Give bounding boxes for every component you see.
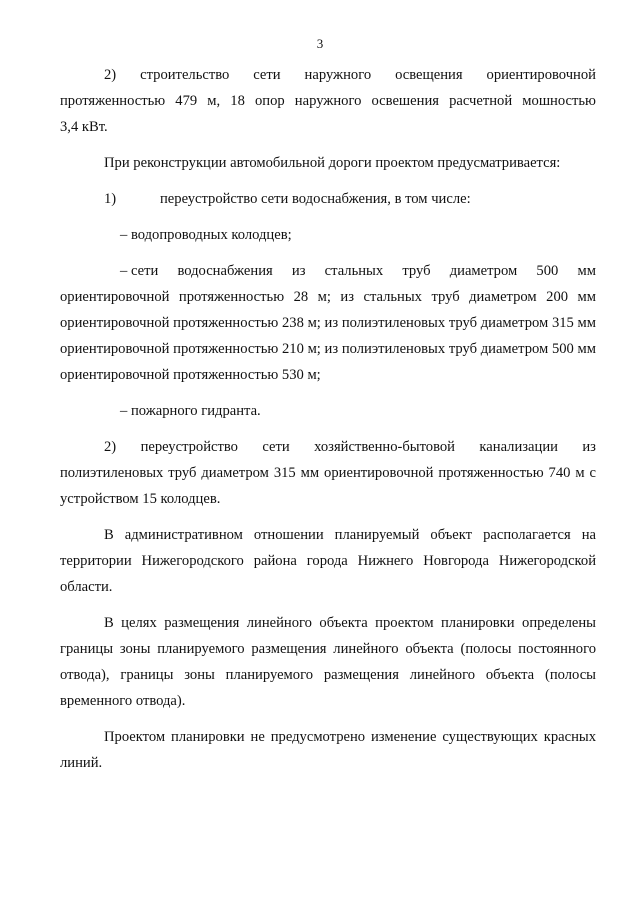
sewer-item-rest: полиэтиленовых труб диаметром 315 мм ориентировочной протяженностью 740 м с устройством 15 колодцев. xyxy=(60,465,596,507)
word: – сети xyxy=(120,263,159,279)
boundaries-paragraph: В целях размещения линейного объекта проектом планировки определены границы зоны планируемого размещения линейного объекта (полосы постоянного отвода), границы зоны планируемого размещения линейного объекта (полосы временного отвода). xyxy=(60,615,596,709)
word: канализации xyxy=(479,439,558,455)
word: мошностью xyxy=(522,93,596,109)
item-text: переустройство сети водоснабжения, в том числе: xyxy=(160,191,471,207)
word: 2) xyxy=(104,439,117,455)
dash-water-network-line1 xyxy=(60,258,596,284)
word: водоснабжения xyxy=(177,263,273,279)
word: 500 xyxy=(536,263,559,279)
dash-hydrant: – пожарного гидранта. xyxy=(120,403,261,419)
location-paragraph: В административном отношении планируемый объект располагается на территории Нижегородского района города Нижнего Новгорода Нижегородской области. xyxy=(60,527,596,595)
word: сети xyxy=(262,439,290,455)
word: труб xyxy=(402,263,431,279)
word: сети xyxy=(253,67,281,83)
item-number: 1) xyxy=(104,191,117,207)
word: из xyxy=(291,263,306,279)
word: строительство xyxy=(140,67,230,83)
word: м, xyxy=(207,93,221,109)
word: 479 xyxy=(175,93,198,109)
page-number: 3 xyxy=(316,36,324,51)
word: мм xyxy=(577,263,596,279)
word: 2) xyxy=(104,67,117,83)
water-item xyxy=(60,186,596,212)
word: наружного xyxy=(304,67,372,83)
word: переустройство xyxy=(140,439,238,455)
word: опор xyxy=(254,93,285,109)
word: расчетной xyxy=(449,93,513,109)
dash-water-network-rest: ориентировочной протяженностью 28 м; из стальных труб диаметром 200 мм ориентировочной протяженностью 238 м; из полиэтиленовых труб диаметром 315 мм ориентировочной протяженностью 210 м; из полиэтиленовых труб диаметром 500 мм ориентировочной протяженностью 530 м; xyxy=(60,289,596,383)
word: наружного xyxy=(294,93,362,109)
dash-wells: – водопроводных колодцев; xyxy=(120,227,292,243)
word: из xyxy=(582,439,596,455)
lighting-item-line1 xyxy=(60,62,596,88)
word: ориентировочной xyxy=(486,67,596,83)
word: диаметром xyxy=(449,263,518,279)
red-lines-paragraph: Проектом планировки не предусмотрено изменение существующих красных линий. xyxy=(60,729,596,771)
word: 18 xyxy=(230,93,245,109)
lighting-item-line3: 3,4 кВт. xyxy=(60,119,108,135)
document-body xyxy=(60,62,596,776)
sewer-item-line1 xyxy=(60,434,596,460)
word: стальных xyxy=(324,263,384,279)
lighting-item-line2 xyxy=(60,88,596,114)
word: освещения xyxy=(395,67,463,83)
reconstruction-intro: При реконструкции автомобильной дороги проектом предусматривается: xyxy=(104,155,561,171)
word: освешения xyxy=(371,93,439,109)
word: протяженностью xyxy=(60,93,166,109)
word: хозяйственно-бытовой xyxy=(314,439,455,455)
